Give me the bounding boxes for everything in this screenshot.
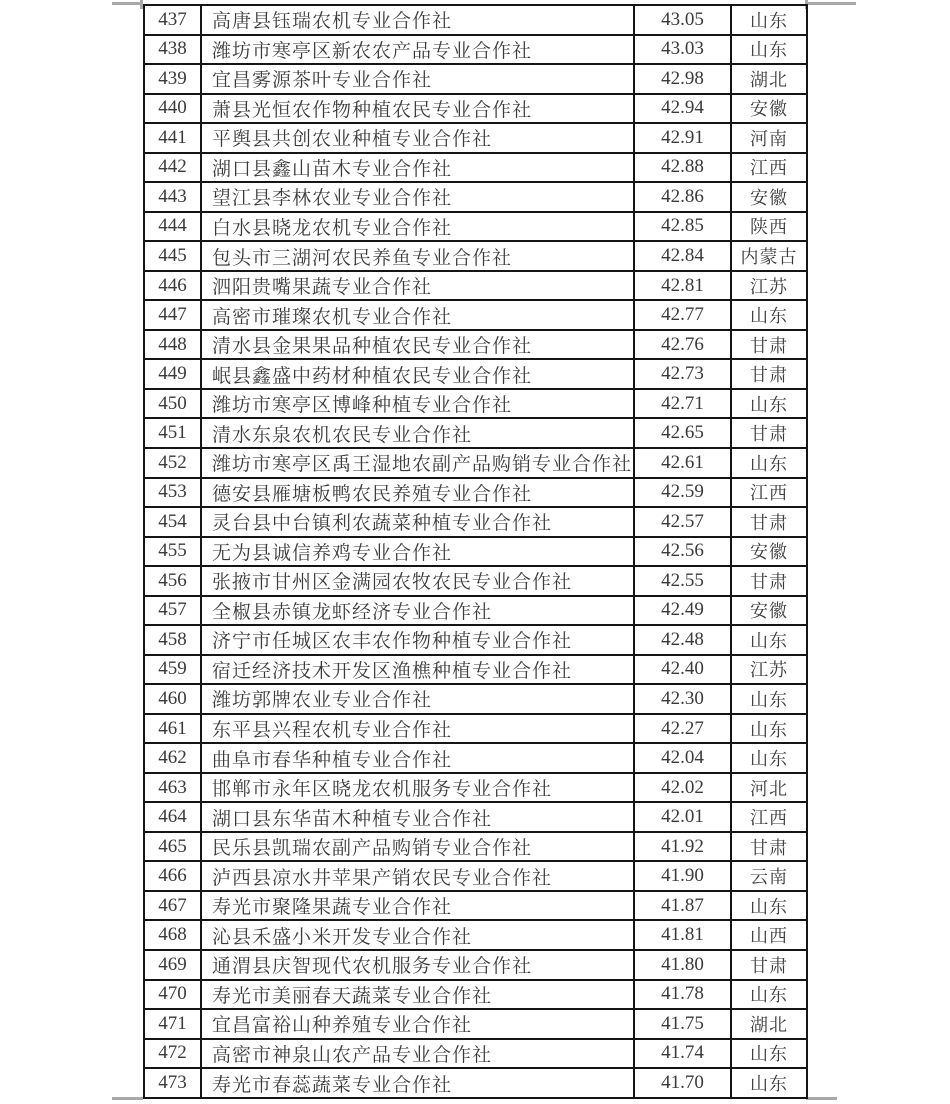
rank-cell: 460 (144, 684, 201, 714)
rank-cell: 452 (144, 448, 201, 478)
province-cell: 湖北 (731, 64, 807, 94)
province-cell: 甘肃 (731, 950, 807, 980)
rank-cell: 451 (144, 418, 201, 448)
table-row (144, 478, 807, 508)
table-row (144, 802, 807, 832)
score-cell: 43.05 (634, 5, 731, 35)
page-margin-mark-bottom-left (112, 1097, 143, 1100)
province-cell: 内蒙古 (731, 241, 807, 271)
name-cell: 邯郸市永年区晓龙农机服务专业合作社 (201, 773, 634, 803)
rank-cell: 465 (144, 832, 201, 862)
name-cell: 东平县兴程农机专业合作社 (201, 714, 634, 744)
table-row (144, 920, 807, 950)
province-cell: 江西 (731, 802, 807, 832)
table-row (144, 625, 807, 655)
province-cell: 山东 (731, 714, 807, 744)
table-row (144, 182, 807, 212)
name-cell: 湖口县东华苗木种植专业合作社 (201, 802, 634, 832)
rank-cell: 467 (144, 891, 201, 921)
name-cell: 沁县禾盛小米开发专业合作社 (201, 920, 634, 950)
province-cell: 山东 (731, 743, 807, 773)
name-cell: 高密市神泉山农产品专业合作社 (201, 1039, 634, 1069)
name-cell: 望江县李林农业专业合作社 (201, 182, 634, 212)
table-row (144, 241, 807, 271)
rank-cell: 439 (144, 64, 201, 94)
name-cell: 潍坊郭牌农业专业合作社 (201, 684, 634, 714)
score-cell: 42.91 (634, 123, 731, 153)
rank-cell: 456 (144, 566, 201, 596)
score-cell: 41.75 (634, 1009, 731, 1039)
score-cell: 41.92 (634, 832, 731, 862)
name-cell: 无为县诚信养鸡专业合作社 (201, 537, 634, 567)
score-cell: 42.40 (634, 655, 731, 685)
name-cell: 高唐县钰瑞农机专业合作社 (201, 5, 634, 35)
rank-cell: 450 (144, 389, 201, 419)
score-cell: 42.86 (634, 182, 731, 212)
score-cell: 42.57 (634, 507, 731, 537)
name-cell: 清水东泉农机农民专业合作社 (201, 418, 634, 448)
ranking-table (143, 4, 808, 1099)
name-cell: 济宁市任城区农丰农作物种植专业合作社 (201, 625, 634, 655)
table-row (144, 1009, 807, 1039)
score-cell: 42.65 (634, 418, 731, 448)
rank-cell: 455 (144, 537, 201, 567)
province-cell: 山东 (731, 5, 807, 35)
name-cell: 高密市璀璨农机专业合作社 (201, 300, 634, 330)
table-row (144, 507, 807, 537)
rank-cell: 473 (144, 1068, 201, 1098)
rank-cell: 437 (144, 5, 201, 35)
score-cell: 41.78 (634, 980, 731, 1010)
province-cell: 江苏 (731, 655, 807, 685)
name-cell: 寿光市美丽春天蔬菜专业合作社 (201, 980, 634, 1010)
score-cell: 42.81 (634, 271, 731, 301)
province-cell: 安徽 (731, 596, 807, 626)
province-cell: 山西 (731, 920, 807, 950)
table-row (144, 891, 807, 921)
table-row (144, 448, 807, 478)
province-cell: 湖北 (731, 1009, 807, 1039)
table-row (144, 714, 807, 744)
table-row (144, 389, 807, 419)
rank-cell: 448 (144, 330, 201, 360)
score-cell: 42.56 (634, 537, 731, 567)
name-cell: 全椒县赤镇龙虾经济专业合作社 (201, 596, 634, 626)
table-row (144, 655, 807, 685)
rank-cell: 464 (144, 802, 201, 832)
name-cell: 灵台县中台镇利农蔬菜种植专业合作社 (201, 507, 634, 537)
score-cell: 41.70 (634, 1068, 731, 1098)
name-cell: 寿光市聚隆果蔬专业合作社 (201, 891, 634, 921)
province-cell: 云南 (731, 861, 807, 891)
score-cell: 42.71 (634, 389, 731, 419)
name-cell: 曲阜市春华种植专业合作社 (201, 743, 634, 773)
province-cell: 甘肃 (731, 566, 807, 596)
ranking-table-body (144, 5, 807, 1098)
name-cell: 宿迁经济技术开发区渔樵种植专业合作社 (201, 655, 634, 685)
province-cell: 安徽 (731, 537, 807, 567)
score-cell: 42.77 (634, 300, 731, 330)
province-cell: 甘肃 (731, 359, 807, 389)
province-cell: 山东 (731, 891, 807, 921)
score-cell: 42.30 (634, 684, 731, 714)
table-row (144, 94, 807, 124)
rank-cell: 446 (144, 271, 201, 301)
table-row (144, 537, 807, 567)
name-cell: 泗阳贵嘴果蔬专业合作社 (201, 271, 634, 301)
score-cell: 41.81 (634, 920, 731, 950)
score-cell: 41.80 (634, 950, 731, 980)
table-row (144, 566, 807, 596)
page-margin-mark-top-left (112, 2, 143, 5)
score-cell: 42.84 (634, 241, 731, 271)
score-cell: 42.85 (634, 212, 731, 242)
rank-cell: 471 (144, 1009, 201, 1039)
table-row (144, 684, 807, 714)
score-cell: 42.61 (634, 448, 731, 478)
province-cell: 山东 (731, 448, 807, 478)
name-cell: 岷县鑫盛中药材种植农民专业合作社 (201, 359, 634, 389)
score-cell: 42.49 (634, 596, 731, 626)
score-cell: 42.55 (634, 566, 731, 596)
name-cell: 泸西县凉水井苹果产销农民专业合作社 (201, 861, 634, 891)
rank-cell: 457 (144, 596, 201, 626)
province-cell: 山东 (731, 1039, 807, 1069)
table-row (144, 212, 807, 242)
page-margin-mark-top-right (806, 2, 856, 5)
table-row (144, 743, 807, 773)
table-row (144, 861, 807, 891)
table-row (144, 64, 807, 94)
score-cell: 42.98 (634, 64, 731, 94)
name-cell: 平舆县共创农业种植专业合作社 (201, 123, 634, 153)
name-cell: 潍坊市寒亭区博峰种植专业合作社 (201, 389, 634, 419)
province-cell: 山东 (731, 300, 807, 330)
name-cell: 民乐县凯瑞农副产品购销专业合作社 (201, 832, 634, 862)
rank-cell: 458 (144, 625, 201, 655)
table-row (144, 330, 807, 360)
rank-cell: 459 (144, 655, 201, 685)
rank-cell: 470 (144, 980, 201, 1010)
province-cell: 陕西 (731, 212, 807, 242)
name-cell: 张掖市甘州区金满园农牧农民专业合作社 (201, 566, 634, 596)
table-row (144, 271, 807, 301)
province-cell: 甘肃 (731, 418, 807, 448)
name-cell: 湖口县鑫山苗木专业合作社 (201, 153, 634, 183)
province-cell: 山东 (731, 389, 807, 419)
rank-cell: 443 (144, 182, 201, 212)
score-cell: 42.02 (634, 773, 731, 803)
province-cell: 山东 (731, 980, 807, 1010)
score-cell: 42.73 (634, 359, 731, 389)
table-row (144, 980, 807, 1010)
name-cell: 包头市三湖河农民养鱼专业合作社 (201, 241, 634, 271)
province-cell: 山东 (731, 625, 807, 655)
province-cell: 江苏 (731, 271, 807, 301)
rank-cell: 444 (144, 212, 201, 242)
score-cell: 43.03 (634, 35, 731, 65)
rank-cell: 472 (144, 1039, 201, 1069)
rank-cell: 449 (144, 359, 201, 389)
table-row (144, 773, 807, 803)
province-cell: 河南 (731, 123, 807, 153)
province-cell: 江西 (731, 153, 807, 183)
score-cell: 42.59 (634, 478, 731, 508)
name-cell: 白水县晓龙农机专业合作社 (201, 212, 634, 242)
province-cell: 江西 (731, 478, 807, 508)
score-cell: 42.88 (634, 153, 731, 183)
name-cell: 萧县光恒农作物种植农民专业合作社 (201, 94, 634, 124)
name-cell: 寿光市春蕊蔬菜专业合作社 (201, 1068, 634, 1098)
score-cell: 42.04 (634, 743, 731, 773)
score-cell: 41.87 (634, 891, 731, 921)
table-row (144, 418, 807, 448)
rank-cell: 445 (144, 241, 201, 271)
table-row (144, 153, 807, 183)
name-cell: 清水县金果果品种植农民专业合作社 (201, 330, 634, 360)
rank-cell: 438 (144, 35, 201, 65)
score-cell: 42.27 (634, 714, 731, 744)
score-cell: 42.76 (634, 330, 731, 360)
rank-cell: 463 (144, 773, 201, 803)
name-cell: 宜昌雾源茶叶专业合作社 (201, 64, 634, 94)
province-cell: 安徽 (731, 94, 807, 124)
province-cell: 山东 (731, 35, 807, 65)
rank-cell: 453 (144, 478, 201, 508)
table-row (144, 300, 807, 330)
rank-cell: 441 (144, 123, 201, 153)
rank-cell: 454 (144, 507, 201, 537)
rank-cell: 440 (144, 94, 201, 124)
name-cell: 通渭县庆智现代农机服务专业合作社 (201, 950, 634, 980)
province-cell: 河北 (731, 773, 807, 803)
score-cell: 42.48 (634, 625, 731, 655)
rank-cell: 469 (144, 950, 201, 980)
province-cell: 甘肃 (731, 832, 807, 862)
rank-cell: 461 (144, 714, 201, 744)
score-cell: 41.90 (634, 861, 731, 891)
name-cell: 潍坊市寒亭区新农农产品专业合作社 (201, 35, 634, 65)
province-cell: 安徽 (731, 182, 807, 212)
score-cell: 42.01 (634, 802, 731, 832)
rank-cell: 468 (144, 920, 201, 950)
province-cell: 甘肃 (731, 507, 807, 537)
table-row (144, 1039, 807, 1069)
table-row (144, 123, 807, 153)
rank-cell: 466 (144, 861, 201, 891)
name-cell: 德安县雁塘板鸭农民养殖专业合作社 (201, 478, 634, 508)
table-row (144, 1068, 807, 1098)
table-row (144, 596, 807, 626)
name-cell: 潍坊市寒亭区禹王湿地农副产品购销专业合作社 (201, 448, 634, 478)
table-row (144, 5, 807, 35)
table-row (144, 359, 807, 389)
rank-cell: 462 (144, 743, 201, 773)
rank-cell: 447 (144, 300, 201, 330)
table-row (144, 832, 807, 862)
province-cell: 山东 (731, 1068, 807, 1098)
table-row (144, 950, 807, 980)
name-cell: 宜昌富裕山种养殖专业合作社 (201, 1009, 634, 1039)
score-cell: 41.74 (634, 1039, 731, 1069)
score-cell: 42.94 (634, 94, 731, 124)
page-margin-mark-bottom-right (806, 1097, 837, 1100)
province-cell: 甘肃 (731, 330, 807, 360)
table-row (144, 35, 807, 65)
rank-cell: 442 (144, 153, 201, 183)
province-cell: 山东 (731, 684, 807, 714)
